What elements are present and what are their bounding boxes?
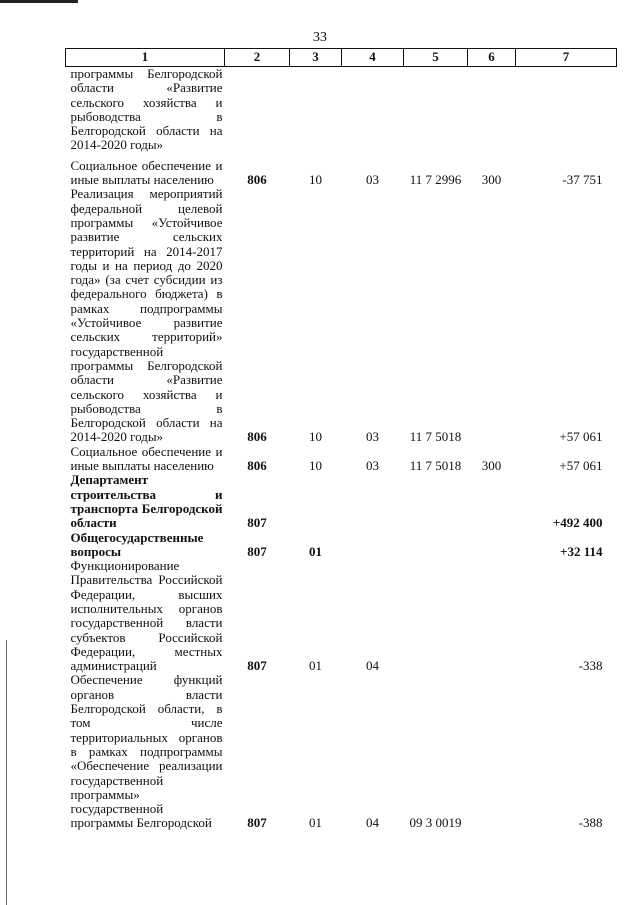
amount: +57 061 — [559, 458, 603, 474]
department-code: 807 — [247, 515, 267, 531]
column-header: 7 — [516, 49, 617, 67]
department-code: 806 — [247, 172, 267, 188]
column-header: 2 — [225, 49, 290, 67]
subsection-code: 04 — [366, 658, 379, 674]
department-code — [225, 67, 290, 153]
subsection-code: 03 — [366, 429, 379, 445]
section-code: 10 — [309, 458, 322, 474]
row-description: Обеспечение функций органов власти Белгородской области, в том числе территориальных органов в рамках подпрограммы «Обеспечение реализации государственной программы» государственной программы Белгородской — [70, 672, 223, 831]
section-code: 01 — [309, 543, 322, 559]
page-number: 33 — [313, 30, 327, 45]
target-article-code: 11 7 2996 — [409, 172, 462, 188]
expense-type-code: 300 — [481, 458, 502, 474]
column-header: 6 — [468, 49, 516, 67]
table-header-row — [66, 49, 617, 67]
column-header: 5 — [404, 49, 468, 67]
expense-type-code — [468, 531, 516, 560]
amount — [516, 67, 617, 153]
expense-type-code — [468, 673, 516, 830]
amount: -388 — [578, 815, 603, 831]
expense-type-code — [468, 473, 516, 530]
department-code: 806 — [247, 458, 267, 474]
section-code: 10 — [309, 429, 322, 445]
department-code: 807 — [247, 543, 267, 559]
department-code: 807 — [247, 815, 267, 831]
expense-type-code — [468, 559, 516, 673]
amount: -37 751 — [562, 172, 603, 188]
margin-rule — [6, 640, 7, 905]
target-article-code: 09 3 0019 — [409, 815, 462, 831]
subsection-code — [342, 531, 404, 560]
subsection-code: 03 — [366, 172, 379, 188]
target-article-code — [404, 559, 468, 673]
department-code: 807 — [247, 658, 267, 674]
budget-table — [65, 48, 617, 831]
section-code: 01 — [309, 658, 322, 674]
expense-type-code — [468, 67, 516, 153]
subsection-code — [342, 67, 404, 153]
target-article-code — [404, 473, 468, 530]
table-row — [66, 473, 617, 530]
expense-type-code: 300 — [481, 172, 502, 188]
target-article-code — [404, 531, 468, 560]
row-description: программы Белгородской области «Развитие сельского хозяйства и рыбоводства в Белгородской области на 2014-2020 годы» — [70, 66, 223, 153]
column-header: 1 — [66, 49, 225, 67]
section-code — [290, 67, 342, 153]
table-row — [66, 673, 617, 830]
row-description: Департамент строительства и транспорта Белгородской области — [70, 472, 223, 531]
row-description: Социальное обеспечение и иные выплаты населению — [70, 443, 223, 474]
row-description: Общегосударственные вопросы — [70, 529, 204, 559]
department-code: 806 — [247, 429, 267, 445]
table-row — [66, 67, 617, 153]
row-description: Функционирование Правительства Российской Федерации, высших исполнительных органов государственной власти субъектов Российской Федерации, местных администраций — [70, 558, 223, 674]
subsection-code — [342, 473, 404, 530]
section-code: 10 — [309, 172, 322, 188]
table-row — [66, 187, 617, 444]
amount: +492 400 — [552, 515, 603, 531]
amount: +32 114 — [560, 543, 603, 559]
section-code — [290, 473, 342, 530]
subsection-code: 04 — [366, 815, 379, 831]
target-article-code: 11 7 5018 — [409, 429, 462, 445]
section-code: 01 — [309, 815, 322, 831]
table-row — [66, 559, 617, 673]
corner-mark — [0, 0, 78, 3]
table-row — [66, 531, 617, 560]
target-article-code: 11 7 5018 — [409, 458, 462, 474]
column-header: 4 — [342, 49, 404, 67]
target-article-code — [404, 67, 468, 153]
table-row — [66, 445, 617, 474]
table-row — [66, 153, 617, 188]
subsection-code: 03 — [366, 458, 379, 474]
row-description: Социальное обеспечение и иные выплаты населению — [70, 157, 223, 188]
column-header: 3 — [290, 49, 342, 67]
amount: +57 061 — [559, 429, 603, 445]
amount: -338 — [578, 658, 603, 674]
row-description: Реализация мероприятий федеральной целевой программы «Устойчивое развитие сельских территорий на 2014-2017 годы и на период до 2020 года» (за счет субсидии из федерального бюджета) в рамках подпрограммы «Устойчивое развитие сельских территорий» государственной программы Белгородской области «Развитие сельского хозяйства и рыбоводства в Белгородской области на 2014-2020 годы» — [70, 186, 223, 445]
expense-type-code — [468, 187, 516, 444]
